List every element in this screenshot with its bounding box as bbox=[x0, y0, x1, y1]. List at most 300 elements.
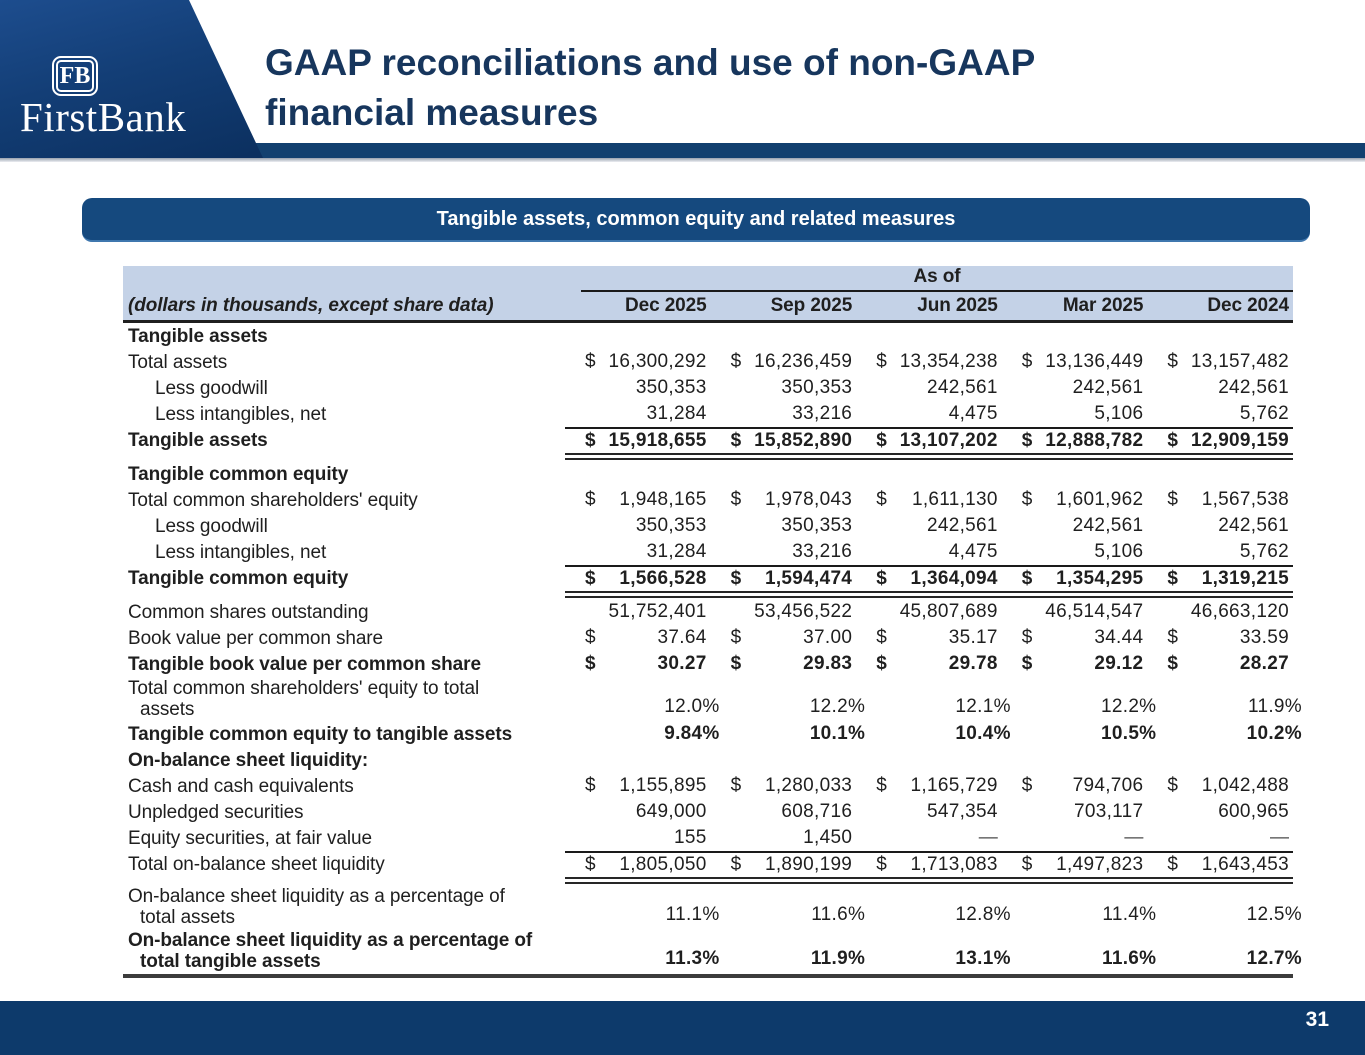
cell-value: 13,157,482 bbox=[1190, 351, 1289, 372]
currency-symbol: $ bbox=[585, 430, 596, 451]
cell bbox=[1147, 513, 1293, 539]
cell-value: — bbox=[1269, 827, 1289, 848]
cell bbox=[1002, 565, 1148, 591]
cell-value: 1,978,043 bbox=[764, 489, 853, 510]
page-title-line2: financial measures bbox=[265, 92, 599, 133]
cell bbox=[711, 487, 857, 513]
cell bbox=[711, 565, 857, 591]
row-label bbox=[123, 625, 565, 651]
cell-value: 242,561 bbox=[1072, 515, 1144, 536]
cell-value: 31,284 bbox=[646, 541, 707, 562]
cell-value: 10.5% bbox=[1101, 723, 1157, 744]
cell bbox=[856, 375, 1002, 401]
cell-value: 1,042,488 bbox=[1201, 775, 1289, 796]
cell-value: 37.64 bbox=[657, 627, 707, 648]
currency-symbol: $ bbox=[585, 854, 596, 875]
row-label bbox=[123, 651, 565, 677]
currency-symbol: $ bbox=[730, 653, 742, 674]
row-label bbox=[123, 375, 565, 401]
row-label bbox=[123, 323, 565, 349]
as-of-row bbox=[123, 266, 1293, 292]
cell bbox=[565, 721, 720, 747]
logo-bank-name: FirstBank bbox=[20, 94, 187, 140]
row-label bbox=[123, 565, 565, 591]
cell bbox=[1147, 677, 1302, 721]
cell-value: 11.4% bbox=[1102, 904, 1157, 925]
currency-symbol: $ bbox=[1167, 351, 1178, 372]
row-label bbox=[123, 401, 565, 427]
cell bbox=[1002, 599, 1148, 625]
row-label bbox=[123, 599, 565, 625]
cell bbox=[1147, 375, 1293, 401]
cell bbox=[856, 825, 1002, 851]
cell-value: 10.2% bbox=[1246, 723, 1302, 744]
currency-symbol: $ bbox=[1167, 653, 1178, 674]
table-row bbox=[123, 651, 1293, 677]
cell-value: 51,752,401 bbox=[608, 601, 707, 622]
table-row bbox=[123, 799, 1293, 825]
row-label-line1: Cash and cash equivalents bbox=[128, 775, 354, 797]
row-label bbox=[123, 851, 565, 877]
currency-symbol: $ bbox=[730, 430, 742, 451]
row-label bbox=[123, 539, 565, 565]
cell bbox=[856, 539, 1002, 565]
cell bbox=[1147, 885, 1302, 929]
cell bbox=[711, 677, 866, 721]
table-row bbox=[123, 427, 1293, 453]
cell bbox=[1147, 565, 1293, 591]
cell-value: 12.2% bbox=[809, 696, 866, 717]
cell-value: 12,909,159 bbox=[1190, 430, 1289, 451]
cell-value: 13.1% bbox=[955, 948, 1011, 969]
currency-symbol: $ bbox=[1167, 854, 1178, 875]
table-row bbox=[123, 721, 1302, 747]
table-row bbox=[123, 349, 1293, 375]
cell-value: 1,567,538 bbox=[1201, 489, 1289, 510]
cell-value: 1,566,528 bbox=[619, 568, 707, 589]
cell bbox=[856, 929, 1011, 973]
row-label-line1: Tangible assets bbox=[128, 429, 268, 451]
cell bbox=[1147, 721, 1302, 747]
cell-value: 12.2% bbox=[1101, 696, 1157, 717]
cell-value: 35.17 bbox=[948, 627, 998, 648]
section-banner bbox=[82, 198, 1310, 242]
cell bbox=[1147, 799, 1293, 825]
cell-value: 794,706 bbox=[1072, 775, 1144, 796]
cell bbox=[711, 721, 866, 747]
currency-symbol: $ bbox=[1167, 775, 1178, 796]
cell bbox=[856, 427, 1002, 453]
row-label bbox=[123, 929, 565, 973]
cell-value: 45,807,689 bbox=[899, 601, 998, 622]
column-header: Sep 2025 bbox=[770, 295, 853, 316]
cell-value: 350,353 bbox=[781, 377, 853, 398]
currency-symbol: $ bbox=[585, 775, 596, 796]
cell-value: 10.4% bbox=[955, 723, 1011, 744]
cell bbox=[711, 539, 857, 565]
cell-value: 16,236,459 bbox=[754, 351, 853, 372]
row-label bbox=[123, 799, 565, 825]
currency-symbol: $ bbox=[1021, 653, 1033, 674]
cell-value: 1,643,453 bbox=[1201, 854, 1289, 875]
cell-value: 242,561 bbox=[927, 515, 998, 536]
corner-label: (dollars in thousands, except share data) bbox=[128, 295, 494, 316]
double-rule bbox=[565, 877, 1293, 884]
cell bbox=[711, 599, 857, 625]
cell bbox=[565, 427, 711, 453]
cell bbox=[711, 773, 857, 799]
cell bbox=[565, 599, 711, 625]
cell-value: 12.0% bbox=[664, 696, 720, 717]
double-rule bbox=[565, 591, 1293, 598]
cell bbox=[1002, 513, 1148, 539]
table-row bbox=[123, 375, 1293, 401]
cell-value: 1,601,962 bbox=[1056, 489, 1144, 510]
row-label bbox=[123, 461, 565, 487]
cell bbox=[1002, 651, 1148, 677]
column-header: Jun 2025 bbox=[917, 295, 998, 316]
cell-value: 12.8% bbox=[955, 904, 1011, 925]
currency-symbol: $ bbox=[1021, 627, 1033, 648]
cell bbox=[856, 885, 1011, 929]
logo-badge-text: FB bbox=[59, 63, 91, 89]
cell-value: 33.59 bbox=[1239, 627, 1289, 648]
cell bbox=[1147, 825, 1293, 851]
row-label-line1: Total assets bbox=[128, 351, 228, 373]
row-label-line1: Tangible assets bbox=[128, 325, 268, 347]
row-label-line1: On-balance sheet liquidity as a percentage of bbox=[128, 930, 533, 951]
currency-symbol: $ bbox=[585, 653, 596, 674]
cell bbox=[1147, 401, 1293, 427]
cell bbox=[856, 651, 1002, 677]
currency-symbol: $ bbox=[730, 627, 742, 648]
row-label-line1: On-balance sheet liquidity: bbox=[128, 749, 369, 771]
currency-symbol: $ bbox=[585, 568, 596, 589]
cell-value: 1,890,199 bbox=[764, 854, 853, 875]
cell bbox=[565, 375, 711, 401]
currency-symbol: $ bbox=[876, 627, 887, 648]
cell-value: 29.12 bbox=[1094, 653, 1144, 674]
row-label-line1: Book value per common share bbox=[128, 627, 383, 649]
cell bbox=[711, 513, 857, 539]
as-of-label: As of bbox=[581, 266, 1293, 292]
currency-symbol: $ bbox=[876, 568, 887, 589]
row-label-line1: Unpledged securities bbox=[128, 801, 304, 823]
cell-value: 1,611,130 bbox=[911, 489, 998, 510]
currency-symbol: $ bbox=[876, 775, 887, 796]
cell-value: 242,561 bbox=[927, 377, 998, 398]
table-row bbox=[123, 565, 1293, 591]
column-header: Dec 2024 bbox=[1207, 295, 1289, 316]
cell-value: 1,948,165 bbox=[619, 489, 707, 510]
cell bbox=[565, 851, 711, 877]
table-row bbox=[123, 513, 1293, 539]
row-label bbox=[123, 513, 565, 539]
currency-symbol: $ bbox=[1167, 568, 1178, 589]
row-label bbox=[123, 677, 565, 721]
cell bbox=[856, 513, 1002, 539]
cell bbox=[856, 625, 1002, 651]
cell-value: 1,165,729 bbox=[910, 775, 998, 796]
currency-symbol: $ bbox=[1021, 854, 1033, 875]
cell bbox=[1147, 487, 1293, 513]
cell-value: 29.83 bbox=[803, 653, 853, 674]
cell-value: 16,300,292 bbox=[608, 351, 707, 372]
cell bbox=[856, 851, 1002, 877]
cell-value: 1,155,895 bbox=[619, 775, 707, 796]
table-row bbox=[123, 825, 1293, 851]
cell-value: 4,475 bbox=[948, 403, 998, 424]
cell bbox=[711, 799, 857, 825]
page-title bbox=[265, 38, 1035, 138]
row-label-line1: Less intangibles, net bbox=[155, 541, 327, 563]
cell bbox=[565, 885, 720, 929]
cell bbox=[1147, 851, 1293, 877]
cell bbox=[711, 427, 857, 453]
currency-symbol: $ bbox=[876, 489, 887, 510]
cell-value: 242,561 bbox=[1218, 515, 1289, 536]
currency-symbol: $ bbox=[876, 430, 887, 451]
cell bbox=[711, 625, 857, 651]
cell bbox=[711, 375, 857, 401]
cell bbox=[856, 565, 1002, 591]
cell bbox=[856, 401, 1002, 427]
table-bottom-rule bbox=[123, 974, 1293, 978]
cell-value: 1,364,094 bbox=[910, 568, 998, 589]
cell-value: 12,888,782 bbox=[1045, 430, 1144, 451]
row-label-line1: Tangible common equity bbox=[128, 463, 349, 485]
row-label-line1: Equity securities, at fair value bbox=[128, 827, 372, 849]
header-stripe-shadow bbox=[0, 158, 1365, 162]
cell bbox=[856, 773, 1002, 799]
cell bbox=[1002, 625, 1148, 651]
row-label-line1: Less goodwill bbox=[155, 515, 268, 537]
page-number: 31 bbox=[1305, 1008, 1329, 1031]
cell-value: 15,918,655 bbox=[608, 430, 707, 451]
cell bbox=[1147, 929, 1302, 973]
column-header: Dec 2025 bbox=[624, 295, 707, 316]
table-row bbox=[123, 885, 1302, 929]
cell-value: 28.27 bbox=[1239, 653, 1289, 674]
cell bbox=[565, 349, 711, 375]
cell bbox=[565, 401, 711, 427]
cell-value: 1,594,474 bbox=[764, 568, 853, 589]
table-row bbox=[123, 851, 1293, 877]
cell-value: 350,353 bbox=[635, 515, 707, 536]
cell bbox=[1002, 677, 1157, 721]
cell bbox=[711, 929, 866, 973]
cell-value: 37.00 bbox=[803, 627, 853, 648]
table-row bbox=[123, 773, 1293, 799]
cell-value: 4,475 bbox=[948, 541, 998, 562]
cell-value: 155 bbox=[673, 827, 707, 848]
cell bbox=[856, 721, 1011, 747]
row-label-line1: Less intangibles, net bbox=[155, 403, 327, 425]
cell-value: 13,107,202 bbox=[899, 430, 998, 451]
cell bbox=[1002, 349, 1148, 375]
cell-value: 11.3% bbox=[665, 948, 720, 969]
cell-value: 242,561 bbox=[1218, 377, 1289, 398]
row-label-line1: Total on-balance sheet liquidity bbox=[128, 853, 385, 875]
cell bbox=[1147, 625, 1293, 651]
table-row bbox=[123, 677, 1302, 721]
cell bbox=[565, 773, 711, 799]
table-row bbox=[123, 747, 1293, 773]
row-label-line2: assets bbox=[140, 699, 195, 720]
cell bbox=[565, 677, 720, 721]
cell bbox=[1002, 427, 1148, 453]
cell-value: 5,762 bbox=[1239, 403, 1289, 424]
cell-value: 11.9% bbox=[810, 948, 866, 969]
cell bbox=[1002, 929, 1157, 973]
row-label-line1: Tangible common equity bbox=[128, 567, 349, 589]
cell-value: 1,450 bbox=[803, 827, 853, 848]
cell bbox=[1147, 539, 1293, 565]
cell-value: 5,106 bbox=[1094, 541, 1144, 562]
financial-table bbox=[123, 266, 1302, 978]
cell bbox=[1002, 539, 1148, 565]
currency-symbol: $ bbox=[585, 489, 596, 510]
cell bbox=[565, 825, 711, 851]
cell bbox=[1002, 375, 1148, 401]
table-row bbox=[123, 539, 1293, 565]
cell-value: 13,136,449 bbox=[1045, 351, 1144, 372]
cell bbox=[565, 513, 711, 539]
row-label-line2: total tangible assets bbox=[140, 951, 321, 972]
firstbank-logo bbox=[20, 56, 186, 139]
row-label-line2: total assets bbox=[140, 907, 235, 928]
cell-value: 30.27 bbox=[657, 653, 707, 674]
cell bbox=[565, 487, 711, 513]
cell-value: 547,354 bbox=[927, 801, 998, 822]
cell bbox=[1002, 487, 1148, 513]
cell bbox=[856, 799, 1002, 825]
table-row bbox=[123, 401, 1293, 427]
cell bbox=[856, 349, 1002, 375]
cell bbox=[565, 539, 711, 565]
cell bbox=[1147, 651, 1293, 677]
cell-value: 12.5% bbox=[1246, 904, 1302, 925]
cell bbox=[1147, 427, 1293, 453]
cell bbox=[1002, 885, 1157, 929]
cell bbox=[565, 651, 711, 677]
section-banner-label: Tangible assets, common equity and related measures bbox=[436, 207, 956, 230]
double-rule bbox=[565, 453, 1293, 460]
cell-value: 11.9% bbox=[1248, 696, 1302, 717]
cell-value: 1,497,823 bbox=[1056, 854, 1144, 875]
currency-symbol: $ bbox=[730, 775, 742, 796]
cell-value: 34.44 bbox=[1094, 627, 1144, 648]
currency-symbol: $ bbox=[876, 854, 887, 875]
row-label-line1: Total common shareholders' equity bbox=[128, 489, 418, 511]
cell bbox=[711, 401, 857, 427]
currency-symbol: $ bbox=[730, 351, 742, 372]
cell-value: 11.1% bbox=[665, 904, 720, 925]
currency-symbol: $ bbox=[1021, 430, 1033, 451]
row-label-line1: Less goodwill bbox=[155, 377, 268, 399]
row-label bbox=[123, 721, 565, 747]
table-body bbox=[123, 323, 1302, 973]
cell-value: 33,216 bbox=[792, 403, 853, 424]
row-label bbox=[123, 773, 565, 799]
row-label bbox=[123, 885, 565, 929]
currency-symbol: $ bbox=[585, 351, 596, 372]
table-header bbox=[123, 266, 1293, 323]
cell bbox=[565, 929, 720, 973]
cell bbox=[711, 349, 857, 375]
cell-value: 9.84% bbox=[664, 723, 720, 744]
row-label-line1: Tangible book value per common share bbox=[128, 653, 481, 675]
cell bbox=[1002, 799, 1148, 825]
currency-symbol: $ bbox=[1021, 775, 1033, 796]
cell-value: 29.78 bbox=[948, 653, 998, 674]
cell-value: 1,319,215 bbox=[1201, 568, 1289, 589]
cell-value: — bbox=[1124, 827, 1144, 848]
currency-symbol: $ bbox=[730, 489, 742, 510]
slide-header bbox=[0, 0, 1365, 162]
cell-value: 1,713,083 bbox=[910, 854, 998, 875]
cell-value: 649,000 bbox=[635, 801, 707, 822]
cell bbox=[711, 851, 857, 877]
currency-symbol: $ bbox=[1021, 351, 1033, 372]
cell-value: 1,280,033 bbox=[764, 775, 853, 796]
row-label bbox=[123, 487, 565, 513]
cell-value: 350,353 bbox=[781, 515, 853, 536]
table-row bbox=[123, 599, 1293, 625]
cell-value: 5,106 bbox=[1094, 403, 1144, 424]
cell-value: 1,805,050 bbox=[619, 854, 707, 875]
cell-value: 5,762 bbox=[1239, 541, 1289, 562]
cell-value: 46,514,547 bbox=[1045, 601, 1144, 622]
row-label-line1: Total common shareholders' equity to total bbox=[128, 678, 480, 699]
cell bbox=[1147, 599, 1293, 625]
row-label bbox=[123, 349, 565, 375]
row-label bbox=[123, 747, 565, 773]
cell-value: 31,284 bbox=[646, 403, 707, 424]
currency-symbol: $ bbox=[1167, 489, 1178, 510]
logo-badge-icon bbox=[52, 56, 98, 96]
cell-value: 13,354,238 bbox=[899, 351, 998, 372]
column-header: Mar 2025 bbox=[1062, 295, 1144, 316]
cell bbox=[1147, 773, 1293, 799]
currency-symbol: $ bbox=[1167, 430, 1178, 451]
footer-bar bbox=[0, 1001, 1365, 1055]
cell-value: 600,965 bbox=[1218, 801, 1289, 822]
cell-value: 11.6% bbox=[1102, 948, 1157, 969]
currency-symbol: $ bbox=[730, 568, 742, 589]
currency-symbol: $ bbox=[1167, 627, 1178, 648]
row-label bbox=[123, 825, 565, 851]
cell bbox=[1002, 401, 1148, 427]
row-label-line1: On-balance sheet liquidity as a percentage of bbox=[128, 886, 505, 907]
currency-symbol: $ bbox=[1021, 489, 1033, 510]
row-label-line1: Common shares outstanding bbox=[128, 601, 369, 623]
cell bbox=[1002, 825, 1148, 851]
cell bbox=[1147, 349, 1293, 375]
cell-value: 703,117 bbox=[1074, 801, 1144, 822]
cell-value: 53,456,522 bbox=[754, 601, 853, 622]
cell bbox=[711, 885, 866, 929]
cell bbox=[1002, 851, 1148, 877]
currency-symbol: $ bbox=[730, 854, 742, 875]
cell bbox=[565, 625, 711, 651]
cell bbox=[711, 651, 857, 677]
cell-value: 242,561 bbox=[1072, 377, 1144, 398]
cell bbox=[565, 799, 711, 825]
cell-value: 11.6% bbox=[811, 904, 866, 925]
cell bbox=[711, 825, 857, 851]
table-row bbox=[123, 625, 1293, 651]
